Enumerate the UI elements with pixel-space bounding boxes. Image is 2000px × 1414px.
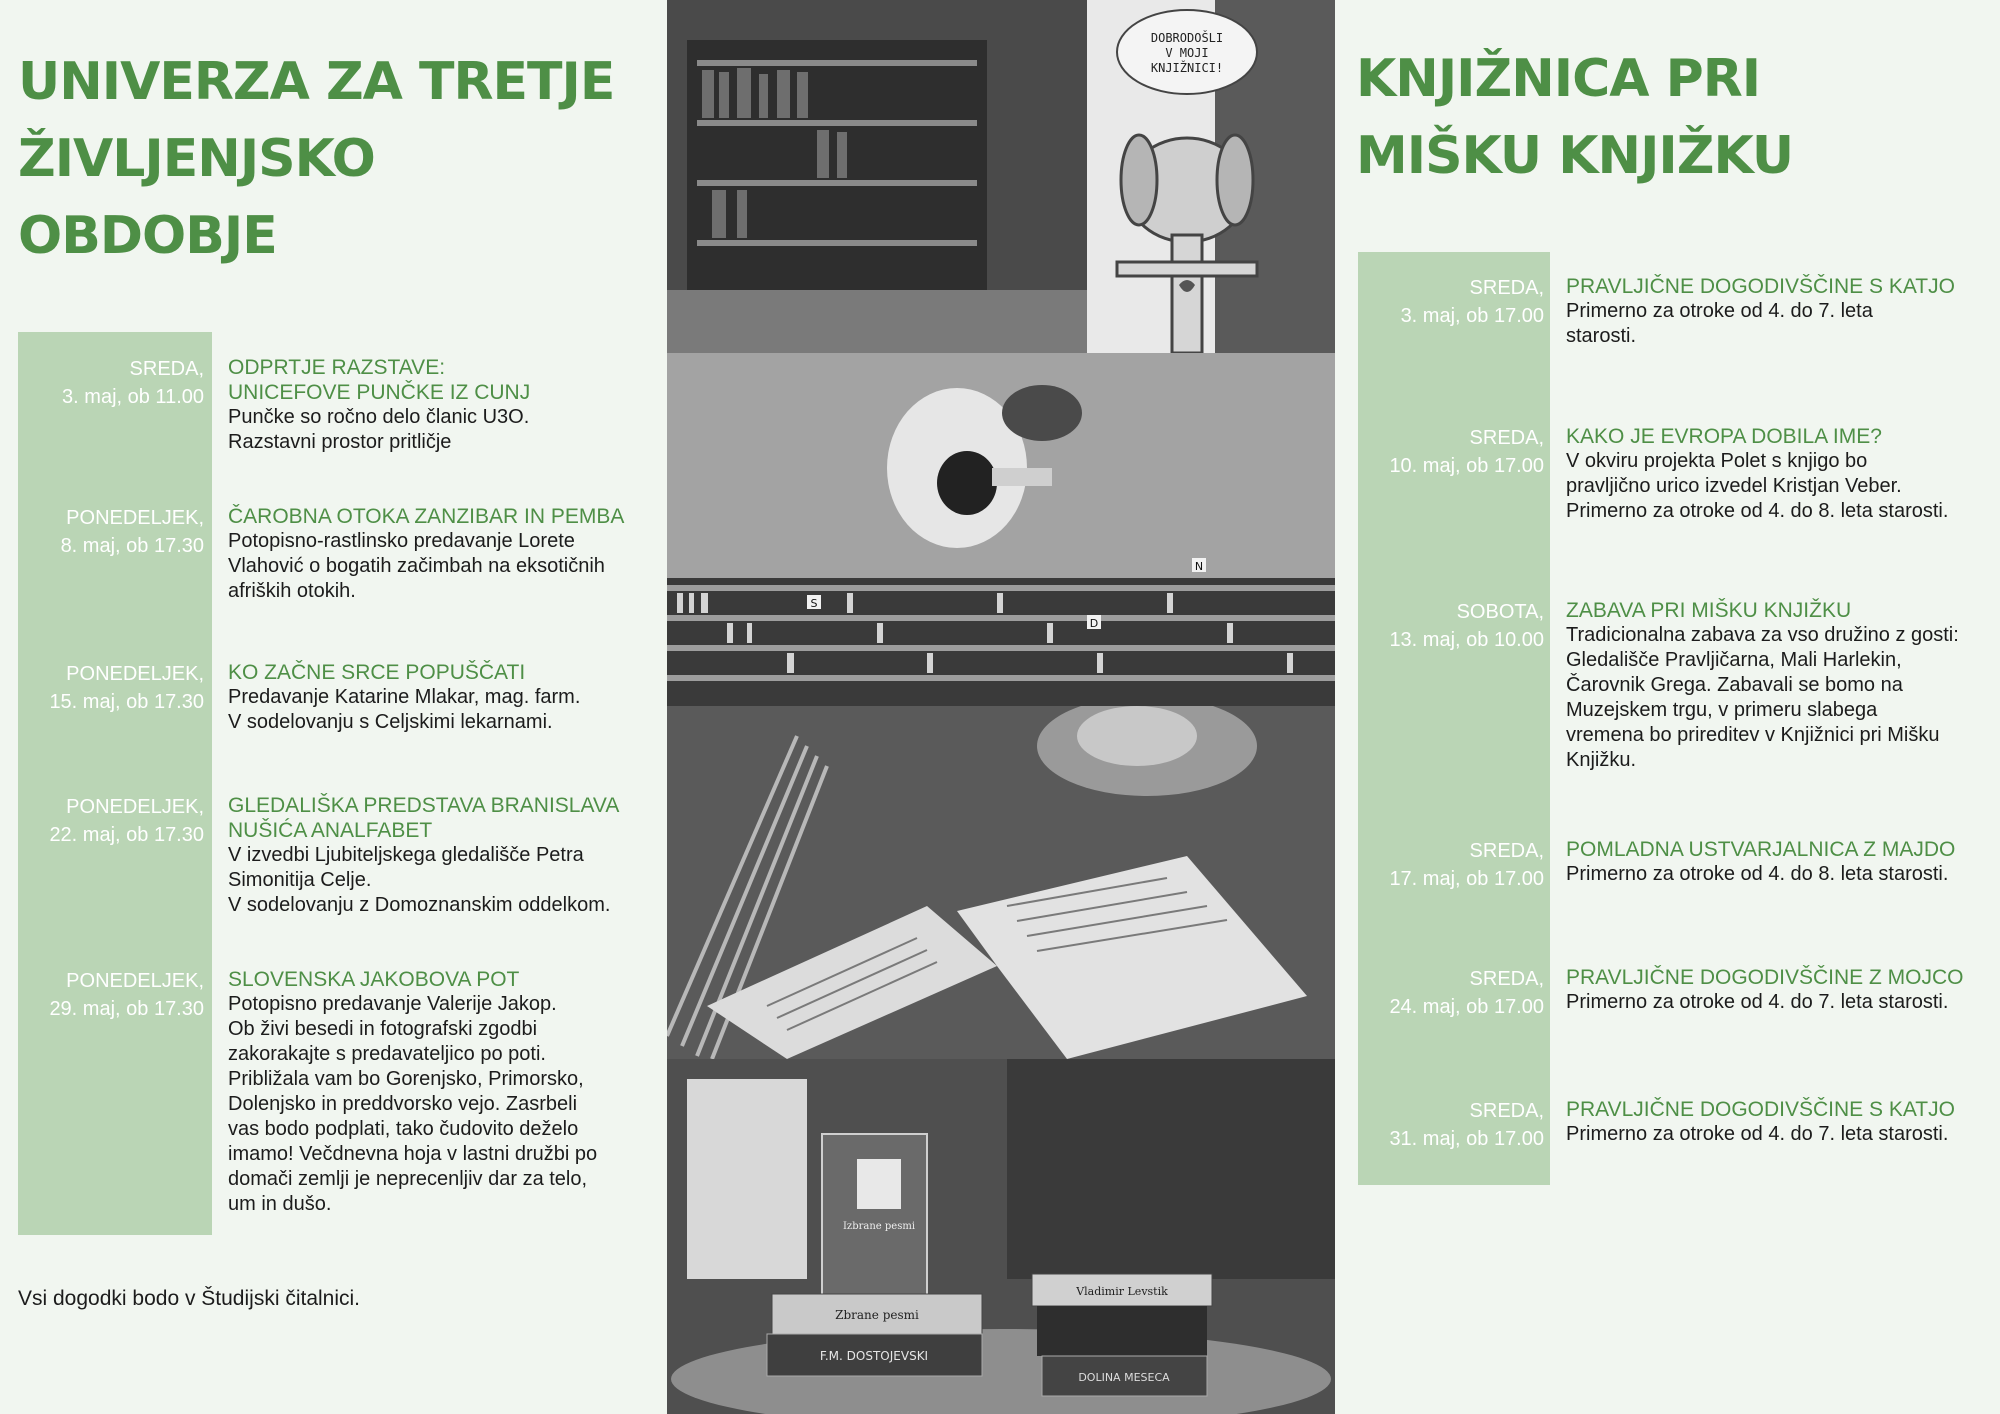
- event-date: [1358, 598, 1544, 654]
- event-body: [228, 504, 668, 604]
- event-title-line: ODPRTJE RAZSTAVE:: [228, 356, 446, 379]
- event-body: [1566, 965, 1998, 1015]
- event-date: [18, 355, 204, 411]
- event-title: [228, 967, 668, 992]
- event-body: [228, 967, 668, 1217]
- desc-line: zakorakajte s predavateljico po poti.: [228, 1043, 546, 1065]
- event-description: [1566, 1122, 1998, 1147]
- desc-line: V sodelovanju z Domoznanskim oddelkom.: [228, 894, 611, 916]
- event-date: [1358, 965, 1544, 1021]
- event-day: PONEDELJEK,: [66, 796, 204, 818]
- shelf-marker: N: [1194, 560, 1204, 573]
- event-body: [1566, 598, 1998, 773]
- event-title-line: UNICEFOVE PUNČKE IZ CUNJ: [228, 381, 531, 404]
- shelf-marker: D: [1089, 617, 1099, 630]
- event-body: [228, 355, 668, 455]
- event-day: SREDA,: [1469, 427, 1544, 449]
- desc-line: Vlahović o bogatih začimbah na eksotičnih: [228, 555, 605, 577]
- desc-line: Punčke so ročno delo članic U3O.: [228, 406, 530, 428]
- desc-line: Muzejskem trgu, v primeru slabega: [1566, 699, 1878, 721]
- right-date-column: [1358, 252, 1550, 1185]
- event-date: [1358, 837, 1544, 893]
- event-day: SREDA,: [1469, 1100, 1544, 1122]
- desc-line: Dolenjsko in preddvorsko vejo. Zasrbeli: [228, 1093, 578, 1115]
- book-spine: Vladimir Levstik: [1076, 1285, 1168, 1298]
- desc-line: starosti.: [1566, 325, 1637, 347]
- photo-open-book-art: [667, 706, 1335, 1059]
- title-line: OBDOBJE: [18, 206, 277, 266]
- event-title: [228, 504, 668, 529]
- event-title-line: PRAVLJIČNE DOGODIVŠČINE Z MOJCO: [1566, 966, 1964, 989]
- left-date-column: [18, 332, 212, 1235]
- event-date: [18, 504, 204, 560]
- event-date: [1358, 274, 1544, 330]
- event-day: SREDA,: [1469, 968, 1544, 990]
- desc-line: afriških otokih.: [228, 580, 356, 602]
- event-time: 8. maj, ob 17.30: [60, 535, 204, 557]
- event-title-line: PRAVLJIČNE DOGODIVŠČINE S KATJO: [1566, 1098, 1955, 1121]
- book-spine: F.M. DOSTOJEVSKI: [819, 1349, 929, 1363]
- event-title-line: POMLADNA USTVARJALNICA Z MAJDO: [1566, 838, 1956, 861]
- event-description: [1566, 990, 1998, 1015]
- event-title: [1566, 837, 1998, 862]
- event-title: [1566, 965, 1998, 990]
- desc-line: um in dušo.: [228, 1193, 332, 1215]
- event-title-line: KAKO JE EVROPA DOBILA IME?: [1566, 425, 1882, 448]
- desc-line: V izvedbi Ljubiteljskega gledališče Petra: [228, 844, 584, 866]
- event-date: [18, 967, 204, 1023]
- event-title-line: NUŠIĆA ANALFABET: [228, 819, 433, 842]
- event-body: [1566, 424, 1998, 524]
- desc-line: Čarovnik Grega. Zabavali se bomo na: [1566, 674, 1903, 696]
- event-day: SREDA,: [1469, 277, 1544, 299]
- event-description: [228, 529, 668, 604]
- book-spine: DOLINA MESECA: [1078, 1371, 1170, 1384]
- photo-reader-at-shelves: [667, 353, 1335, 706]
- desc-line: V okviru projekta Polet s knjigo bo: [1566, 450, 1868, 472]
- event-day: SOBOTA,: [1456, 601, 1544, 623]
- sign-line: KNJIŽNICI!: [1150, 61, 1224, 75]
- desc-line: Tradicionalna zabava za vso družino z gosti:: [1566, 624, 1959, 646]
- photo-library-entrance: [667, 0, 1335, 353]
- sign-line: DOBRODOŠLI: [1150, 31, 1224, 45]
- event-date: [18, 793, 204, 849]
- event-title: [228, 660, 668, 685]
- event-title-line: GLEDALIŠKA PREDSTAVA BRANISLAVA: [228, 794, 620, 817]
- desc-line: Potopisno predavanje Valerije Jakop.: [228, 993, 557, 1015]
- event-time: 17. maj, ob 17.00: [1389, 868, 1544, 890]
- desc-line: Približala vam bo Gorenjsko, Primorsko,: [228, 1068, 584, 1090]
- title-line: MIŠKU KNJIŽKU: [1356, 126, 1794, 186]
- event-date: [1358, 424, 1544, 480]
- event-title: [1566, 598, 1998, 623]
- desc-line: Primerno za otroke od 4. do 8. leta starosti.: [1566, 500, 1949, 522]
- event-time: 10. maj, ob 17.00: [1389, 455, 1544, 477]
- event-description: [228, 685, 668, 735]
- event-time: 24. maj, ob 17.00: [1389, 996, 1544, 1018]
- desc-line: Knjižku.: [1566, 749, 1637, 771]
- event-time: 31. maj, ob 17.00: [1389, 1128, 1544, 1150]
- event-day: PONEDELJEK,: [66, 507, 204, 529]
- event-title-line: ZABAVA PRI MIŠKU KNJIŽKU: [1566, 599, 1852, 622]
- desc-line: Primerno za otroke od 4. do 7. leta starosti.: [1566, 991, 1949, 1013]
- event-body: [1566, 274, 1998, 349]
- desc-line: V sodelovanju s Celjskimi lekarnami.: [228, 711, 553, 733]
- desc-line: imamo! Večdnevna hoja v lastni družbi po: [228, 1143, 598, 1165]
- desc-line: Gledališče Pravljičarna, Mali Harlekin,: [1566, 649, 1902, 671]
- book-cover-title: Izbrane pesmi: [842, 1221, 916, 1232]
- event-body: [1566, 1097, 1998, 1147]
- event-time: 3. maj, ob 11.00: [62, 386, 204, 408]
- event-title: [228, 355, 668, 405]
- event-title: [1566, 424, 1998, 449]
- event-date: [1358, 1097, 1544, 1153]
- book-spine: Zbrane pesmi: [835, 1308, 919, 1322]
- desc-line: Potopisno-rastlinsko predavanje Lorete: [228, 530, 575, 552]
- event-day: PONEDELJEK,: [66, 970, 204, 992]
- right-page-title: [1356, 41, 1976, 195]
- desc-line: vremena bo prireditev v Knjižnici pri Mišku: [1566, 724, 1940, 746]
- photo-book-stacks: [667, 1059, 1335, 1414]
- event-description: [1566, 862, 1998, 887]
- event-title-line: PRAVLJIČNE DOGODIVŠČINE S KATJO: [1566, 275, 1955, 298]
- event-day: SREDA,: [129, 358, 204, 380]
- event-day: PONEDELJEK,: [66, 663, 204, 685]
- desc-line: Primerno za otroke od 4. do 7. leta: [1566, 300, 1873, 322]
- event-time: 3. maj, ob 17.00: [1400, 305, 1544, 327]
- event-title: [228, 793, 668, 843]
- desc-line: domači zemlji je neprecenljiv dar za telo,: [228, 1168, 588, 1190]
- event-body: [228, 660, 668, 735]
- event-day: SREDA,: [1469, 840, 1544, 862]
- event-title: [1566, 274, 1998, 299]
- event-title-line: SLOVENSKA JAKOBOVA POT: [228, 968, 520, 991]
- event-description: [228, 843, 668, 918]
- event-title: [1566, 1097, 1998, 1122]
- desc-line: Ob živi besedi in fotografski zgodbi: [228, 1018, 538, 1040]
- desc-line: vas bodo podplati, tako čudovito deželo: [228, 1118, 579, 1140]
- photo-reader-art: [667, 353, 1335, 706]
- left-page-title: [18, 44, 658, 275]
- sign-line: V MOJI: [1165, 46, 1209, 60]
- desc-line: Razstavni prostor pritličje: [228, 431, 452, 453]
- event-title-line: ČAROBNA OTOKA ZANZIBAR IN PEMBA: [228, 505, 625, 528]
- event-time: 13. maj, ob 10.00: [1389, 629, 1544, 651]
- event-description: [228, 405, 668, 455]
- event-time: 29. maj, ob 17.30: [49, 998, 204, 1020]
- event-time: 15. maj, ob 17.30: [49, 691, 204, 713]
- photo-book-stacks-art: [667, 1059, 1335, 1414]
- event-title-line: KO ZAČNE SRCE POPUŠČATI: [228, 661, 526, 684]
- event-body: [228, 793, 668, 918]
- event-description: [1566, 299, 1998, 349]
- desc-line: Predavanje Katarine Mlakar, mag. farm.: [228, 686, 581, 708]
- event-date: [18, 660, 204, 716]
- photo-library-entrance-art: [667, 0, 1335, 353]
- desc-line: Primerno za otroke od 4. do 7. leta starosti.: [1566, 1123, 1949, 1145]
- desc-line: Primerno za otroke od 4. do 8. leta starosti.: [1566, 863, 1949, 885]
- title-line: KNJIŽNICA PRI: [1356, 49, 1761, 109]
- shelf-marker: S: [810, 597, 818, 610]
- event-description: [1566, 623, 1998, 773]
- event-body: [1566, 837, 1998, 887]
- desc-line: Simonitija Celje.: [228, 869, 372, 891]
- desc-line: pravljično urico izvedel Kristjan Veber.: [1566, 475, 1902, 497]
- event-time: 22. maj, ob 17.30: [49, 824, 204, 846]
- location-note: Vsi dogodki bodo v Študijski čitalnici.: [18, 1287, 361, 1310]
- photo-open-book: [667, 706, 1335, 1059]
- event-description: [228, 992, 668, 1217]
- title-line: UNIVERZA ZA TRETJE: [18, 52, 615, 112]
- event-description: [1566, 449, 1998, 524]
- title-line: ŽIVLJENJSKO: [18, 129, 375, 189]
